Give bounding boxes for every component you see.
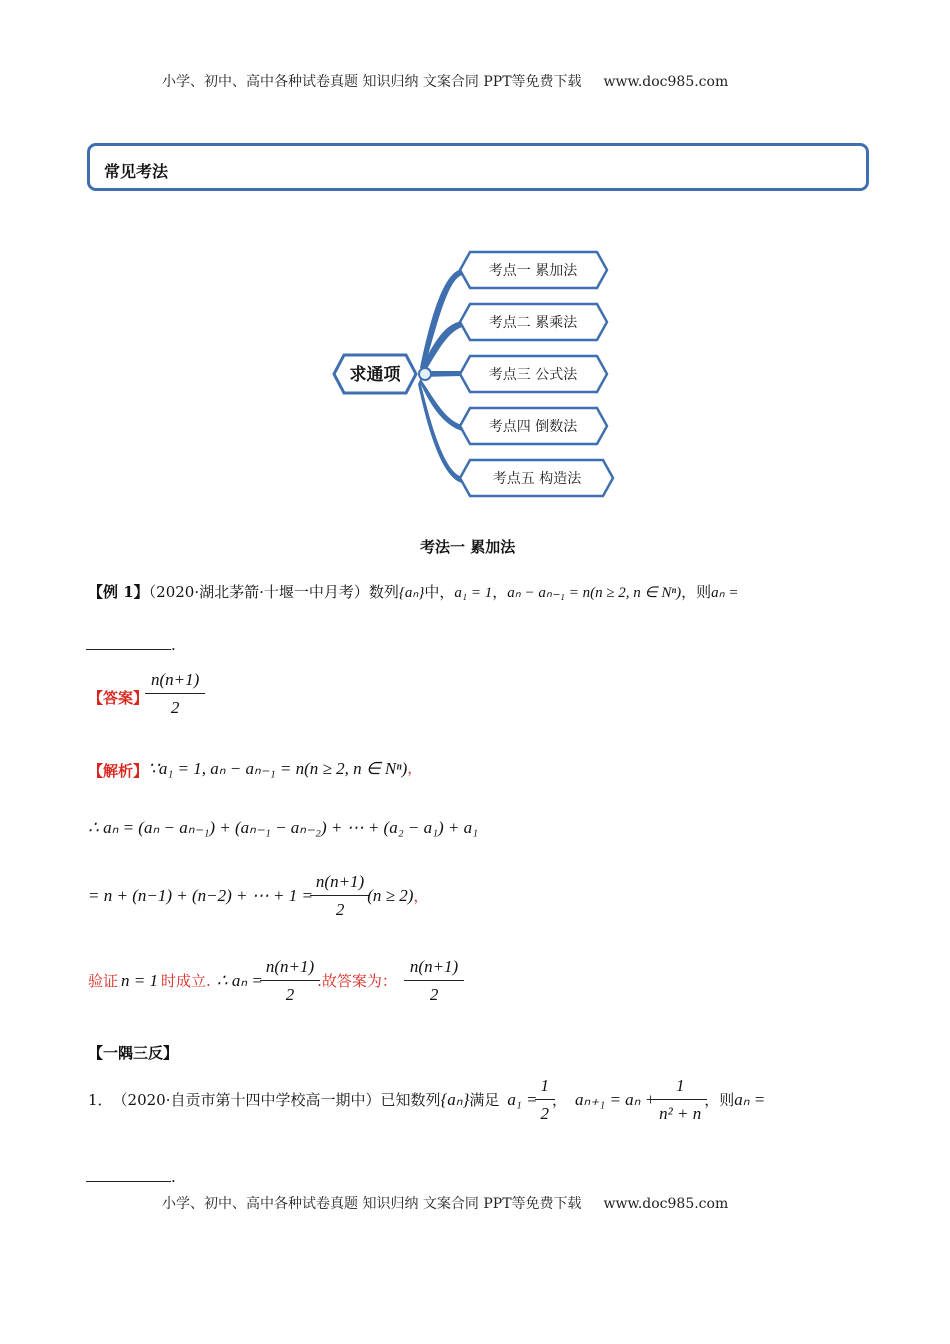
mindmap-root-label: 求通项	[349, 365, 401, 385]
page-header	[162, 71, 728, 91]
analysis-l3-num: n(n+1)	[315, 872, 365, 891]
verify-c: .故答案为：	[317, 971, 397, 990]
footer-url[interactable]: www.doc985.com	[603, 1196, 729, 1212]
example-ask: ，则	[681, 583, 712, 601]
verify-b: 时成立.	[161, 971, 211, 990]
analysis-l3-end: ，	[413, 886, 429, 905]
header-text: 小学、初中、高中各种试卷真题 知识归纳 文案合同 PPT等免费下载	[162, 74, 582, 90]
header-url[interactable]: www.doc985.com	[603, 74, 729, 90]
method-title: 考法一 累加法	[420, 538, 516, 556]
answer-row	[88, 670, 202, 718]
branch-label-3: 考点三 公式法	[488, 367, 578, 383]
mindmap	[320, 240, 630, 510]
q1-mid: 满足	[469, 1090, 500, 1109]
practice-label: 【一隅三反】	[88, 1044, 179, 1062]
q1-number: 1．	[88, 1090, 113, 1109]
connector-1	[420, 269, 462, 370]
example-label: 【例 1】	[88, 583, 149, 601]
q1-a1-fraction	[538, 1076, 553, 1124]
answer-fraction	[148, 670, 202, 718]
q1-a1: a₁ =	[507, 1090, 538, 1109]
example-comma1: ，	[492, 583, 508, 601]
footer-text: 小学、初中、高中各种试卷真题 知识归纳 文案合同 PPT等免费下载	[162, 1196, 582, 1212]
example-cond1: a₁ = 1	[454, 585, 493, 601]
example-target: aₙ =	[711, 585, 739, 601]
answer-label: 【答案】	[88, 688, 149, 707]
verify-num: n(n+1)	[265, 957, 315, 976]
analysis-line-2: ∴ aₙ = (aₙ − aₙ₋₁) + (aₙ₋₁ − aₙ₋₂) + ⋯ + (a₂ − a₁) + a₁	[88, 818, 479, 837]
branch-label-5: 考点五 构造法	[492, 471, 582, 487]
verify-a: 验证	[88, 971, 119, 990]
mindmap-branch-2	[460, 304, 607, 340]
example-seq: {aₙ}	[398, 585, 425, 601]
q1-blank-line	[86, 1181, 171, 1182]
analysis-l3-right: (n ≥ 2)	[367, 886, 414, 905]
example-source: （2020·湖北茅箭·十堰一中月考）数列	[148, 583, 399, 601]
analysis-l1-end: ，	[407, 759, 423, 777]
q1-comma: ，	[552, 1090, 568, 1109]
verify-den-2: 2	[404, 980, 464, 1005]
q1-a1-num: 1	[540, 1076, 550, 1095]
analysis-l3-left: = n + (n−1) + (n−2) + ⋯ + 1 =	[88, 886, 313, 905]
analysis-line-3	[88, 872, 428, 920]
q1-source: （2020·自贡市第十四中学校高一期中）已知数列	[112, 1090, 441, 1109]
analysis-l3-den: 2	[310, 895, 370, 920]
example-cond2: aₙ − aₙ₋₁ = n(n ≥ 2, n ∈ Nⁿ)	[507, 585, 682, 601]
analysis-l3-fraction	[313, 872, 367, 920]
analysis-verify	[88, 957, 461, 1005]
page-footer	[162, 1193, 728, 1213]
answer-num: n(n+1)	[151, 670, 200, 689]
q1-rec-fraction	[656, 1076, 704, 1124]
analysis-line-1	[88, 758, 422, 779]
example-mid: 中，	[424, 583, 455, 601]
example-blank	[86, 638, 176, 653]
section-title: 常见考法	[104, 162, 169, 181]
q1-rec: aₙ₊₁ = aₙ +	[575, 1090, 657, 1109]
example-1	[88, 585, 738, 601]
analysis-label: 【解析】	[88, 762, 149, 780]
verify-fraction-2	[407, 957, 461, 1005]
q1-target: aₙ =	[734, 1090, 766, 1109]
q1-rec-den: n² + n	[653, 1099, 707, 1124]
q1-a1-den: 2	[535, 1099, 556, 1124]
branch-label-4: 考点四 倒数法	[488, 419, 578, 435]
q1-seq: {aₙ}	[440, 1090, 470, 1109]
branch-label-2: 考点二 累乘法	[488, 315, 578, 331]
q1-ask: ，则	[704, 1090, 735, 1109]
verify-therefore: ∴ aₙ =	[216, 971, 263, 990]
verify-fraction	[263, 957, 317, 1005]
mindmap-branch-3	[460, 356, 607, 392]
q1-blank	[86, 1170, 176, 1185]
verify-den: 2	[260, 980, 320, 1005]
q1-rec-num: 1	[675, 1076, 685, 1095]
verify-num-2: n(n+1)	[409, 957, 459, 976]
section-box	[87, 143, 869, 191]
mindmap-branch-4	[460, 408, 607, 444]
answer-den: 2	[145, 693, 205, 718]
example-blank-end: .	[171, 636, 176, 654]
verify-n: n = 1	[121, 971, 158, 990]
connector-4	[420, 378, 462, 431]
analysis-l1: ∵a₁ = 1, aₙ − aₙ₋₁ = n(n ≥ 2, n ∈ Nⁿ)	[148, 758, 408, 778]
mindmap-branch-1	[460, 252, 607, 288]
answer-blank-line	[86, 649, 171, 650]
branch-label-1: 考点一 累加法	[488, 263, 578, 279]
connector-5	[418, 380, 462, 483]
practice-q1	[88, 1076, 765, 1124]
mindmap-root	[334, 355, 431, 393]
q1-blank-end: .	[171, 1168, 176, 1186]
mindmap-branch-5	[460, 460, 613, 496]
